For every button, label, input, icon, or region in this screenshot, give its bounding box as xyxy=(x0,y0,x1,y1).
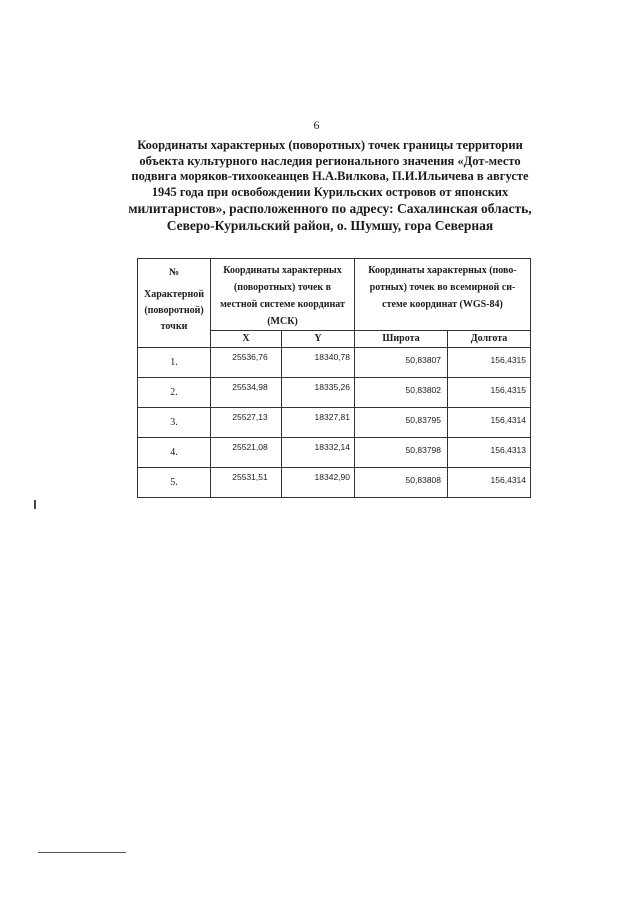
header-line: (МСК) xyxy=(267,316,298,327)
latitude-cell: 50,83808 xyxy=(355,468,448,498)
subheader-y: Y xyxy=(282,331,355,348)
title-line: подвига моряков-тихоокеанцев Н.А.Вилкова, П.И.Ильичева в августе xyxy=(131,169,529,183)
point-number-cell: 2. xyxy=(138,378,211,408)
point-number-cell: 5. xyxy=(138,468,211,498)
table-row xyxy=(138,378,531,408)
table-row xyxy=(138,468,531,498)
longitude-cell: 156,4314 xyxy=(448,408,531,438)
header-line: ротных) точек во всемирной си- xyxy=(369,282,516,293)
coordinates-table xyxy=(137,258,531,498)
subheader-x: X xyxy=(211,331,282,348)
header-line: местной системе координат xyxy=(220,299,345,310)
header-line: Координаты характерных xyxy=(223,265,342,276)
title-line: 1945 года при освобождении Курильских островов от японских xyxy=(151,184,509,199)
y-coordinate-cell: 18335,26 xyxy=(282,378,355,408)
x-coordinate-cell: 25531,51 xyxy=(211,468,282,498)
subheader-longitude: Долгота xyxy=(448,331,531,348)
header-line: Характерной xyxy=(144,289,204,300)
table-header-row xyxy=(138,259,531,331)
header-line: точки xyxy=(160,321,188,332)
header-line: (поворотной) xyxy=(144,305,204,316)
header-line: (поворотных) точек в xyxy=(233,282,332,293)
point-number-cell: 4. xyxy=(138,438,211,468)
subheader-latitude: Широта xyxy=(355,331,448,348)
footnote-rule xyxy=(38,852,126,853)
x-coordinate-cell: 25527,13 xyxy=(211,408,282,438)
scan-mark xyxy=(34,500,36,509)
latitude-cell: 50,83798 xyxy=(355,438,448,468)
latitude-cell: 50,83802 xyxy=(355,378,448,408)
title-line: объекта культурного наследия регионального значения «Дот-место xyxy=(139,153,521,168)
point-number-cell: 1. xyxy=(138,348,211,378)
point-number-cell: 3. xyxy=(138,408,211,438)
y-coordinate-cell: 18332,14 xyxy=(282,438,355,468)
header-line: Координаты характерных (пово- xyxy=(368,265,517,276)
y-coordinate-cell: 18327,81 xyxy=(282,408,355,438)
longitude-cell: 156,4315 xyxy=(448,348,531,378)
y-coordinate-cell: 18342,90 xyxy=(282,468,355,498)
header-line: стеме координат (WGS-84) xyxy=(382,299,503,310)
header-wgs84 xyxy=(355,259,531,331)
x-coordinate-cell: 25534,98 xyxy=(211,378,282,408)
header-point-number xyxy=(138,259,211,348)
x-coordinate-cell: 25521,08 xyxy=(211,438,282,468)
table-body xyxy=(138,348,531,498)
page-number: 6 xyxy=(313,118,320,132)
table-row xyxy=(138,438,531,468)
header-line: № xyxy=(168,267,180,278)
title-line: милитаристов», расположенного по адресу: Сахалинская область, xyxy=(128,201,532,216)
latitude-cell: 50,83795 xyxy=(355,408,448,438)
latitude-cell: 50,83807 xyxy=(355,348,448,378)
title-line: Северо-Курильский район, о. Шумшу, гора Северная xyxy=(166,218,494,233)
table-row xyxy=(138,348,531,378)
x-coordinate-cell: 25536,76 xyxy=(211,348,282,378)
longitude-cell: 156,4313 xyxy=(448,438,531,468)
header-msk xyxy=(211,259,355,331)
title-line: Координаты характерных (поворотных) точек границы территории xyxy=(137,138,523,152)
document-title xyxy=(110,138,550,234)
longitude-cell: 156,4314 xyxy=(448,468,531,498)
table-row xyxy=(138,408,531,438)
y-coordinate-cell: 18340,78 xyxy=(282,348,355,378)
longitude-cell: 156,4315 xyxy=(448,378,531,408)
